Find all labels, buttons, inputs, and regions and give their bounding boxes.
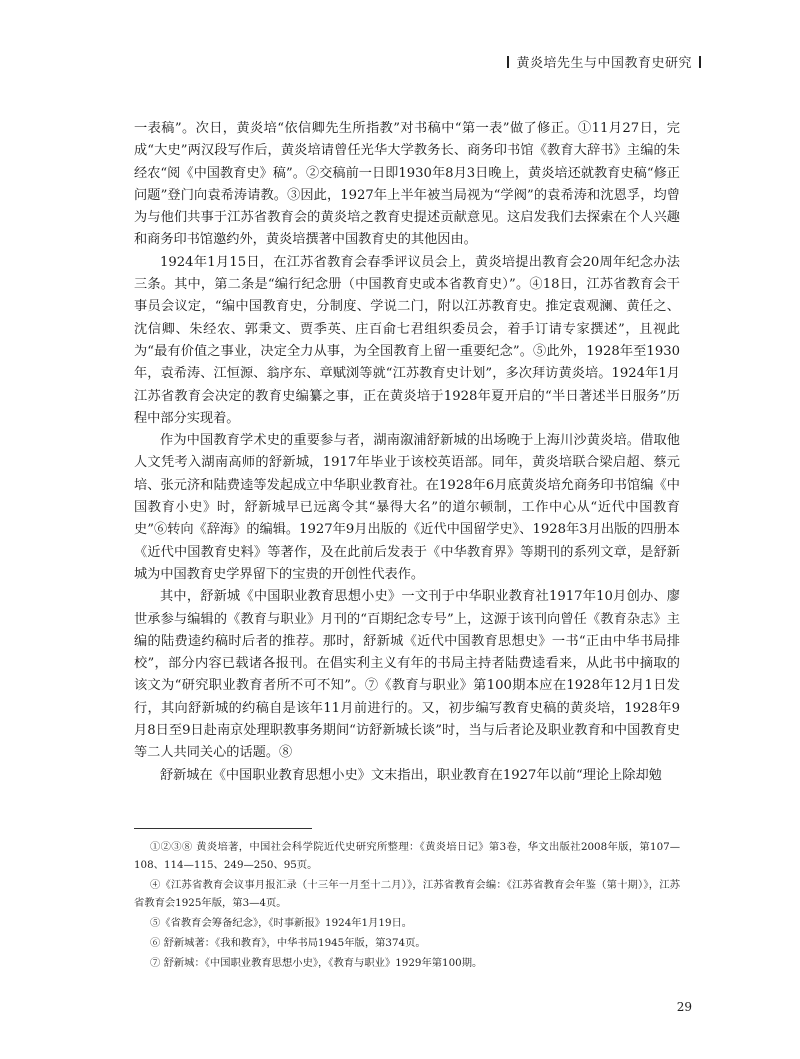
footnotes <box>134 838 680 974</box>
footnote-rule <box>134 828 312 829</box>
body-text <box>134 118 680 787</box>
footnote-1: ①②③⑧ 黄炎培著，中国社会科学院近代史研究所整理：《黄炎培日记》第3卷，华文出版社2008年版，第107—108、114—115、249—250、95页。 <box>134 841 680 871</box>
page-number: 29 <box>676 1000 692 1014</box>
paragraph-2: 1924年1月15日，在江苏省教育会春季评议员会上，黄炎培提出教育会20周年纪念办法三条。其中，第二条是“编行纪念册（中国教育史或本省教育史）”。④18日，江苏省教育会干事员会议定，“编中国教育史，分制度、学说二门，附以江苏教育史。推定袁观澜、黄任之、沈信卿、朱经农、郭秉文、贾季英、庄百俞七君组织委员会，着手订请专家撰述”，且视此为“最有价值之事业，决定全力从事，为全国教育上留一重要纪念”。⑤此外，1928年至1930年，袁希涛、江恒源、翁序东、章赋浏等就“江苏教育史计划”，多次拜访黄炎培。1924年1月江苏省教育会决定的教育史编纂之事，正在黄炎培于1928年夏开启的“半日著述半日服务”历程中部分实现着。 <box>134 254 680 426</box>
footnote-4: ⑥ 舒新城著：《我和教育》，中华书局1945年版，第374页。 <box>150 937 426 949</box>
footnote-2: ④《江苏省教育会议事月报汇录（十三年一月至十二月）》，江苏省教育会编：《江苏省教育会年鉴（第十期）》，江苏省教育会1925年版，第3—4页。 <box>134 879 680 909</box>
footnote-5: ⑦ 舒新城：《中国职业教育思想小史》，《教育与职业》1929年第100期。 <box>150 957 483 969</box>
paragraph-3: 作为中国教育学术史的重要参与者，湖南溆浦舒新城的出场晚于上海川沙黄炎培。借取他人文凭考入湖南高师的舒新城，1917年毕业于该校英语部。同年，黄炎培联合梁启超、蔡元培、张元济和陆费逵等发起成立中华职业教育社。在1928年6月底黄炎培允商务印书馆编《中国教育小史》时，舒新城早已远离令其“暴得大名”的道尔顿制，工作中心从“近代中国教育史”⑥转向《辞海》的编辑。1927年9月出版的《近代中国留学史》、1928年3月出版的四册本《近代中国教育史料》等著作，及在此前后发表于《中华教育界》等期刊的系列文章，是舒新城为中国教育史学界留下的宝贵的开创性代表作。 <box>134 433 680 582</box>
running-header <box>500 52 708 71</box>
header-title: 黄炎培先生与中国教育史研究 <box>516 56 692 71</box>
footnote-3: ⑤《省教育会筹备纪念》，《时事新报》1924年1月19日。 <box>150 917 413 929</box>
paragraph-1: 一表稿”。次日，黄炎培“依信卿先生所指教”对书稿中“第一表”做了修正。①11月27日，完成“大史”两汉段写作后，黄炎培请曾任光华大学教务长、商务印书馆《教育大辞书》主编的朱经农“阅《中国教育史》稿”。②交稿前一日即1930年8月3日晚上，黄炎培还就教育史稿“修正问题”登门向袁希涛请教。③因此，1927年上半年被当局视为“学阀”的袁希涛和沈恩孚，均曾为与他们共事于江苏省教育会的黄炎培之教育史提述贡献意见。这启发我们去探索在个人兴趣和商务印书馆邀约外，黄炎培撰著中国教育史的其他因由。 <box>134 121 680 248</box>
paragraph-4: 其中，舒新城《中国职业教育思想小史》一文刊于中华职业教育社1917年10月创办、廖世承参与编辑的《教育与职业》月刊的“百期纪念专号”上，这源于该刊向曾任《教育杂志》主编的陆费逵约稿时后者的推荐。那时，舒新城《近代中国教育思想史》一书“正由中华书局排校”，部分内容已载诸各报刊。在倡实利主义有年的书局主持者陆费逵看来，从此书中摘取的该文为“研究职业教育者所不可不知”。⑦《教育与职业》第100期本应在1928年12月1日发行，其向舒新城的约稿自是该年11月前进行的。又，初步编写教育史稿的黄炎培，1928年9月8日至9日赴南京处理职教事务期间“访舒新城长谈”时，当与后者论及职业教育和中国教育史等二人共同关心的话题。⑧ <box>134 589 680 761</box>
header-right-bar <box>699 56 701 68</box>
header-left-bar <box>507 56 509 68</box>
paragraph-5: 舒新城在《中国职业教育思想小史》文末指出，职业教育在1927年以前“理论上除却勉 <box>160 767 662 783</box>
